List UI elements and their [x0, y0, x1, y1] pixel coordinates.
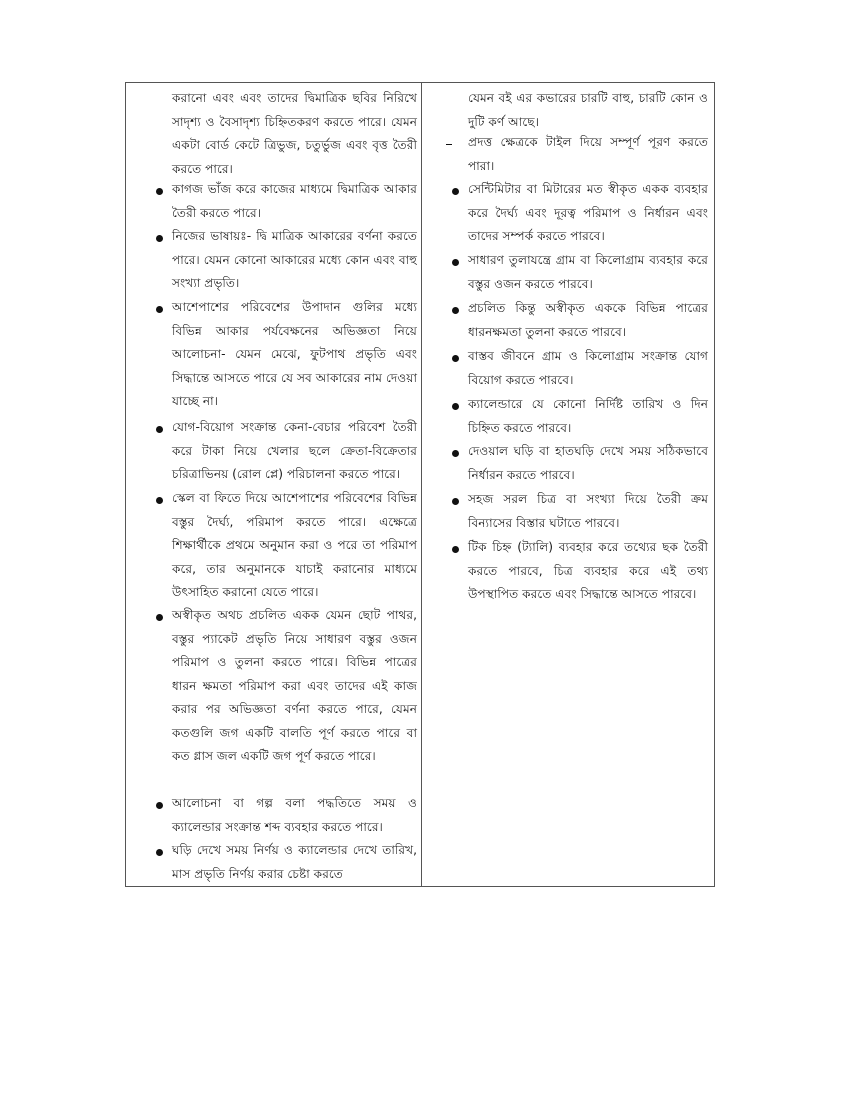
left-bullet-item: আশেপাশের পরিবেশের উপাদান গুলির মধ্যে বিভিন্ন আকার পর্যবেক্ষনের অভিজ্ঞতা নিয়ে আলোচনা- যেমন মেঝে, ফুটপাথ প্রভৃতি এবং সিদ্ধান্তে আসতে পারে যে সব আকারের নাম দেওয়া যাচ্ছে না।: [172, 300, 417, 408]
curriculum-table: [125, 82, 715, 887]
right-bullet-item: দেওয়াল ঘড়ি বা হাতঘড়ি দেখে সময় সঠিকভাবে নির্ধারন করতে পারবে।: [468, 444, 708, 482]
bullet-icon: [156, 614, 163, 621]
right-dash-item: প্রদত্ত ক্ষেত্রকে টাইল দিয়ে সম্পূর্ণ পূরণ করতে পারা।: [468, 135, 708, 173]
right-bullet-item: ক্যালেন্ডারে যে কোনো নির্দিষ্ট তারিখ ও দিন চিহ্নিত করতে পারবে।: [468, 397, 708, 435]
left-bullet-item: নিজের ভাষায়ঃ- দ্বি মাত্রিক আকারের বর্ণনা করতে পারে। যেমন কোনো আকারের মধ্যে কোন এবং বাহু সংখ্যা প্রভৃতি।: [172, 229, 417, 290]
bullet-icon: [156, 188, 163, 195]
left-bullet-item: ঘড়ি দেখে সময় নির্ণয় ও ক্যালেন্ডার দেখে তারিখ, মাস প্রভৃতি নির্ণয় করার চেষ্টা করতে: [172, 843, 417, 881]
left-bullet-item: অস্বীকৃত অথচ প্রচলিত একক যেমন ছোট পাথর, বস্তুর প্যাকেট প্রভৃতি নিয়ে সাধারণ বস্তুর ওজন পরিমাপ ও তুলনা করতে পারে। বিভিন্ন পাত্রের ধারন ক্ষমতা পরিমাপ করা এবং তাদের এই কাজ করার পর অভিজ্ঞতা বর্ণনা করতে পারে, যেমন কতগুলি জগ একটি বালতি পূর্ণ করতে পারে বা কত গ্লাস জল একটি জগ পূর্ণ করতে পারে।: [172, 608, 417, 763]
right-column: [422, 83, 714, 886]
bullet-icon: [156, 426, 163, 433]
right-bullet-item: টিক চিহ্ন (ট্যালি) ব্যবহার করে তথ্যের ছক তৈরী করতে পারবে, চিত্র ব্যবহার করে এই তথ্য উপস্থাপিত করতে এবং সিদ্ধান্তে আসতে পারবে।: [468, 540, 708, 601]
bullet-icon: [452, 450, 459, 457]
right-bullet-item: সাধারণ তুলাযন্ত্রে গ্রাম বা কিলোগ্রাম ব্যবহার করে বস্তুর ওজন করতে পারবে।: [468, 253, 708, 291]
left-bullet-item: যোগ-বিয়োগ সংক্রান্ত কেনা-বেচার পরিবেশ তৈরী করে টাকা নিয়ে খেলার ছলে ক্রেতা-বিক্রেতার চরিত্রাভিনয় (রোল প্লে) পরিচালনা করতে পারে।: [172, 420, 417, 481]
bullet-icon: [452, 355, 459, 362]
left-bullet-item: আলোচনা বা গল্প বলা পদ্ধতিতে সময় ও ক্যালেন্ডার সংক্রান্ত শব্দ ব্যবহার করতে পারে।: [172, 796, 417, 834]
bullet-icon: [452, 403, 459, 410]
bullet-icon: [156, 306, 163, 313]
bullet-icon: [452, 546, 459, 553]
bullet-icon: [156, 235, 163, 242]
right-intro-text: যেমন বই এর কভারের চারটি বাহু, চারটি কোন ও দুটি কর্ণ আছে।: [468, 91, 708, 129]
left-bullet-item: কাগজ ভাঁজ করে কাজের মাধ্যমে দ্বিমাত্রিক আকার তৈরী করতে পারে।: [172, 182, 417, 220]
bullet-icon: [452, 259, 459, 266]
bullet-icon: [452, 307, 459, 314]
bullet-icon: [156, 497, 163, 504]
right-bullet-item: সেন্টিমিটার বা মিটারের মত স্বীকৃত একক ব্যবহার করে দৈর্ঘ্য এবং দূরত্ব পরিমাপ ও নির্ধারন এবং তাদের সম্পর্ক করতে পারবে।: [468, 182, 708, 243]
left-intro-text: করানো এবং এবং তাদের দ্বিমাত্রিক ছবির নিরিখে সাদৃশ্য ও বৈসাদৃশ্য চিহ্নিতকরণ করতে পারে। যেমন একটা বোর্ড কেটে ত্রিভুজ, চতুর্ভুজ এবং বৃত্ত তৈরী করতে পারে।: [172, 91, 417, 176]
bullet-icon: [452, 188, 459, 195]
dash-icon: [446, 144, 452, 145]
bullet-icon: [156, 802, 163, 809]
bullet-icon: [156, 849, 163, 856]
right-bullet-item: প্রচলিত কিন্তু অস্বীকৃত এককে বিভিন্ন পাত্রের ধারনক্ষমতা তুলনা করতে পারবে।: [468, 301, 708, 339]
left-bullet-item: স্কেল বা ফিতে দিয়ে আশেপাশের পরিবেশের বিভিন্ন বস্তুর দৈর্ঘ্য, পরিমাপ করতে পারে। এক্ষেত্রে শিক্ষার্থীকে প্রথমে অনুমান করা ও পরে তা পরিমাপ করে, তার অনুমানকে যাচাই করানোর মাধ্যমে উৎসাহিত করানো যেতে পারে।: [172, 491, 417, 599]
right-bullet-item: বাস্তব জীবনে গ্রাম ও কিলোগ্রাম সংক্রান্ত যোগ বিয়োগ করতে পারবে।: [468, 349, 708, 387]
right-bullet-item: সহজ সরল চিত্র বা সংখ্যা দিয়ে তৈরী ক্রম বিন্যাসের বিস্তার ঘটাতে পারবে।: [468, 492, 708, 530]
bullet-icon: [452, 498, 459, 505]
left-column: [126, 83, 422, 886]
